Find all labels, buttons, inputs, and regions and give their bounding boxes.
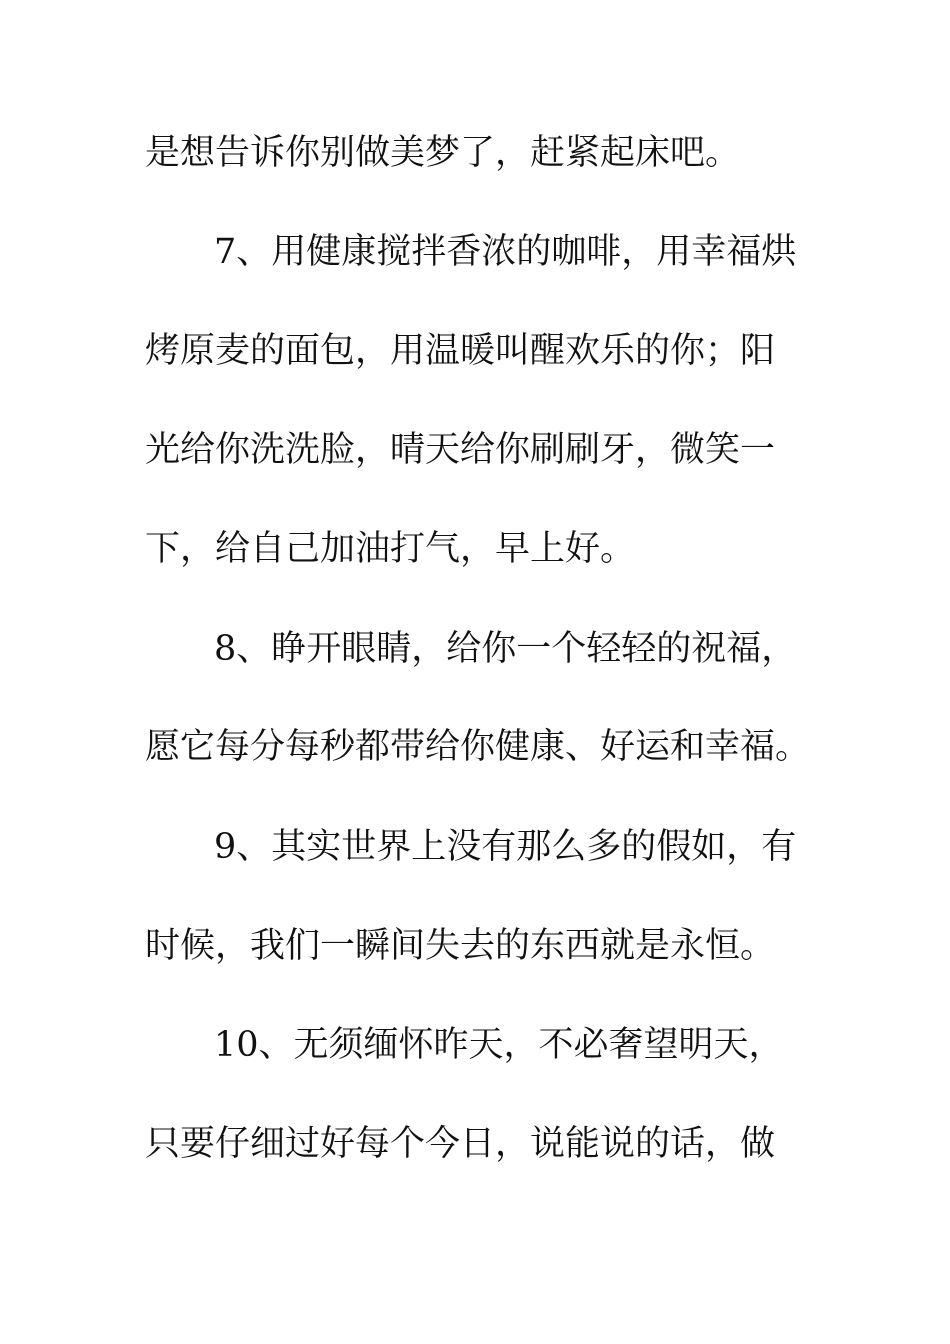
text-line-1: 是想告诉你别做美梦了，赶紧起床吧。 [145,133,741,173]
paragraph-9-start: 9、其实世界上没有那么多的假如，有 [214,827,797,867]
text-line-7: 愿它每分每秒都带给你健康、好运和幸福。 [145,727,811,767]
text-line-3: 烤原麦的面包，用温暖叫醒欢乐的你；阳 [145,331,776,371]
text-line-5: 下，给自己加油打气，早上好。 [145,529,636,569]
paragraph-10-start: 10、无须缅怀昨天，不必奢望明天， [214,1025,784,1065]
paragraph-7-start: 7、用健康搅拌香浓的咖啡，用幸福烘 [214,232,797,272]
paragraph-8-start: 8、睁开眼睛，给你一个轻轻的祝福， [214,629,797,669]
text-line-11: 只要仔细过好每个今日，说能说的话，做 [145,1124,776,1164]
text-line-4: 光给你洗洗脸，晴天给你刷刷牙，微笑一 [145,430,776,470]
text-line-9: 时候，我们一瞬间失去的东西就是永恒。 [145,926,776,966]
